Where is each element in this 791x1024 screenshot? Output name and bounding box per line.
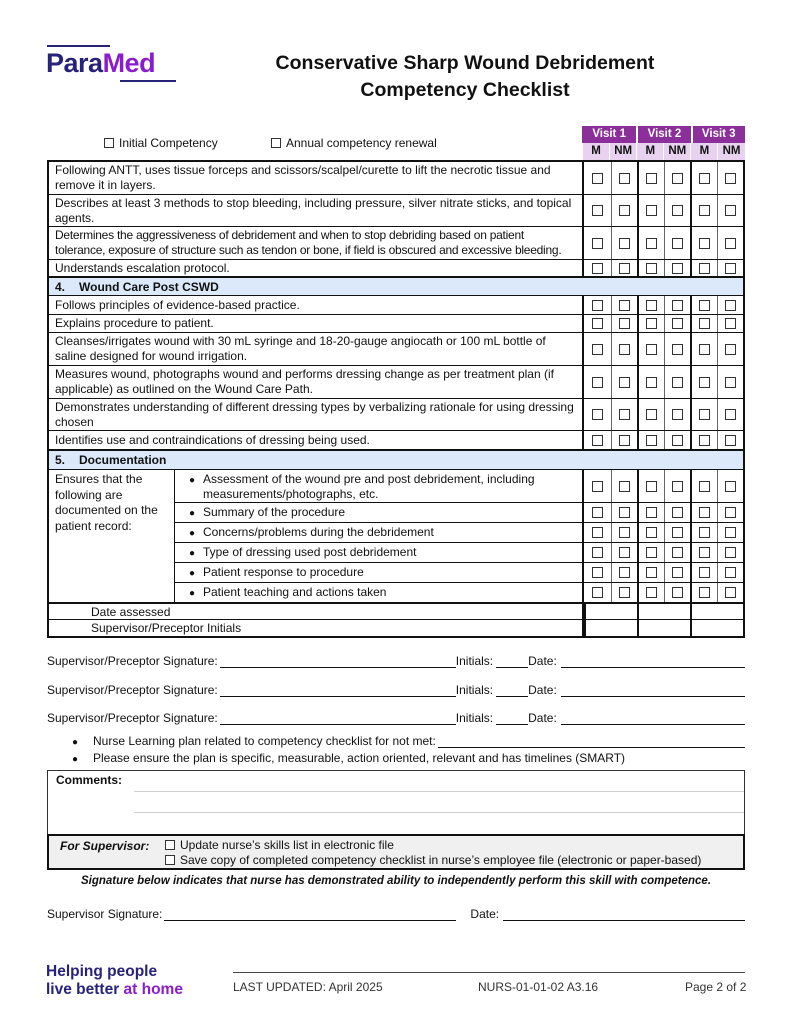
comments-box (47, 770, 745, 869)
checkbox-icon[interactable] (672, 547, 683, 558)
table-row (49, 332, 743, 365)
visit-1-initials-field[interactable] (584, 620, 637, 636)
checkbox-icon[interactable] (725, 547, 736, 558)
checkbox-icon[interactable] (646, 344, 657, 355)
checkbox-icon[interactable] (619, 173, 630, 184)
checkbox-icon[interactable] (619, 567, 630, 578)
checkbox-icon[interactable] (725, 300, 736, 311)
annual-renewal-label: Annual competency renewal (286, 136, 437, 150)
documentation-block (49, 470, 743, 602)
checkbox-icon[interactable] (725, 435, 736, 446)
checkbox-icon[interactable] (646, 507, 657, 518)
visit-3-header: Visit 3 (691, 126, 745, 143)
bullet-icon: ● (188, 548, 196, 559)
initials-field[interactable] (496, 655, 528, 668)
table-row (49, 226, 743, 259)
checkbox-icon[interactable] (592, 547, 603, 558)
attestation-text: Signature below indicates that nurse has demonstrated ability to independently perform this skill with competence. (80, 875, 712, 887)
title-line-1: Conservative Sharp Wound Debridement (275, 52, 655, 74)
table-row (175, 542, 743, 562)
section-number: 5. (55, 453, 66, 467)
initials-label: Initials: (455, 654, 494, 668)
checkbox-icon[interactable] (592, 300, 603, 311)
checkbox-icon[interactable] (672, 435, 683, 446)
checkbox-icon[interactable] (699, 507, 710, 518)
checkbox-icon[interactable] (699, 238, 710, 249)
table-row (175, 562, 743, 582)
checkbox-icon[interactable] (672, 318, 683, 329)
checkbox-icon[interactable] (699, 567, 710, 578)
checkbox-icon[interactable] (592, 527, 603, 538)
checkbox-icon[interactable] (592, 481, 603, 492)
initials-label: Supervisor/Preceptor Initials (49, 620, 584, 636)
table-row (49, 365, 743, 398)
page-number: Page 2 of 2 (685, 980, 747, 994)
checkbox-icon[interactable] (725, 567, 736, 578)
section-title: Wound Care Post CSWD (79, 280, 219, 294)
checkbox-icon[interactable] (592, 409, 603, 420)
preceptor-signature-line-1 (47, 652, 745, 668)
checkbox-icon[interactable] (672, 409, 683, 420)
checkbox-icon[interactable] (165, 855, 175, 865)
initial-competency-option[interactable] (104, 136, 218, 150)
checkbox-icon[interactable] (699, 263, 710, 274)
checkbox-icon[interactable] (646, 567, 657, 578)
checkbox-icon[interactable] (646, 173, 657, 184)
table-row (49, 296, 743, 314)
section-header-documentation (49, 449, 743, 470)
visit-2-met: M (636, 143, 663, 160)
visit-1-met: M (582, 143, 609, 160)
bullet-icon: ● (72, 737, 79, 748)
table-row (49, 259, 743, 276)
checkbox-icon[interactable] (725, 527, 736, 538)
checkbox-icon[interactable] (725, 238, 736, 249)
checkbox-icon[interactable] (646, 547, 657, 558)
smart-plan-text: Please ensure the plan is specific, measurable, action oriented, relevant and has timelines (SMART) (93, 751, 626, 765)
comments-label: Comments: (56, 773, 123, 787)
table-row (175, 502, 743, 522)
item-text: Understands escalation protocol. (49, 260, 584, 276)
checkbox-icon[interactable] (672, 377, 683, 388)
checkbox-icon[interactable] (725, 507, 736, 518)
checkbox-icon[interactable] (672, 205, 683, 216)
check-group (584, 162, 743, 194)
supervisor-signature-field[interactable] (164, 908, 456, 921)
table-row (49, 162, 743, 194)
logo-bar-top (47, 45, 110, 47)
section-number: 4. (55, 280, 66, 294)
checkbox-icon[interactable] (646, 587, 657, 598)
learning-plan-label: Nurse Learning plan related to competency checklist for not met: (93, 734, 436, 748)
checkbox-icon[interactable] (619, 263, 630, 274)
checkbox-icon[interactable] (646, 318, 657, 329)
tagline-highlight: at home (123, 981, 183, 998)
checkbox-icon[interactable] (646, 238, 657, 249)
bullet-icon: ● (188, 588, 196, 599)
checkbox-icon[interactable] (672, 587, 683, 598)
item-text: Summary of the procedure (203, 505, 346, 519)
date-field[interactable] (561, 712, 745, 725)
section-title: Documentation (79, 453, 167, 467)
comments-line-1[interactable] (134, 791, 744, 792)
checkbox-icon[interactable] (672, 527, 683, 538)
logo-med: Med (102, 48, 156, 78)
checkbox-icon[interactable] (699, 318, 710, 329)
checkbox-icon[interactable] (699, 344, 710, 355)
visit-3-initials-field[interactable] (690, 620, 743, 636)
item-text: Identifies use and contraindications of dressing being used. (49, 431, 584, 449)
save-copy-option[interactable] (165, 853, 701, 867)
learning-plan-item (72, 734, 745, 748)
date-assessed-label: Date assessed (49, 604, 584, 619)
table-row (49, 398, 743, 430)
item-text: Following ANTT, uses tissue forceps and scissors/scalpel/curette to lift the necrotic tissue and remove it in layers. (49, 162, 584, 194)
signature-field[interactable] (220, 684, 456, 697)
date-field[interactable] (561, 684, 745, 697)
checkbox-icon[interactable] (646, 435, 657, 446)
logo-para: Para (46, 48, 103, 78)
checkbox-icon[interactable] (672, 344, 683, 355)
item-text: Explains procedure to patient. (49, 315, 584, 332)
visit-2-initials-field[interactable] (637, 620, 690, 636)
checkbox-icon[interactable] (725, 587, 736, 598)
item-text: Concerns/problems during the debridement (203, 525, 434, 539)
signature-label: Supervisor/Preceptor Signature: (47, 711, 218, 725)
bullet-icon: ● (72, 754, 79, 765)
page-title (220, 50, 710, 104)
title-line-2: Competency Checklist (360, 79, 570, 101)
bullet-icon: ● (188, 568, 196, 579)
checkbox-icon[interactable] (592, 507, 603, 518)
bullet-icon: ● (188, 475, 196, 486)
checkbox-icon[interactable] (619, 481, 630, 492)
checkbox-icon[interactable] (619, 205, 630, 216)
for-supervisor-label: For Supervisor: (60, 839, 150, 853)
checkbox-icon[interactable] (725, 377, 736, 388)
checkbox-icon[interactable] (592, 205, 603, 216)
checkbox-icon[interactable] (725, 205, 736, 216)
checkbox-icon[interactable] (646, 481, 657, 492)
item-text: Patient teaching and actions taken (203, 585, 387, 599)
checkbox-icon[interactable] (646, 527, 657, 538)
checkbox-icon[interactable] (699, 205, 710, 216)
checkbox-icon[interactable] (619, 238, 630, 249)
for-supervisor-box (47, 834, 745, 870)
signature-field[interactable] (220, 655, 456, 668)
checkbox-icon[interactable] (646, 205, 657, 216)
checkbox-icon[interactable] (592, 567, 603, 578)
preceptor-signature-line-3 (47, 709, 745, 725)
initial-competency-label: Initial Competency (119, 136, 218, 150)
visit-3-not-met: NM (717, 143, 744, 160)
checkbox-icon[interactable] (592, 318, 603, 329)
visit-header (582, 126, 745, 160)
signature-field[interactable] (220, 712, 456, 725)
date-label: Date: (470, 907, 500, 921)
section-header-wound-care (49, 276, 743, 296)
visit-1-date-field[interactable] (584, 604, 637, 619)
checkbox-icon[interactable] (619, 527, 630, 538)
initials-row (49, 619, 743, 636)
table-row (175, 470, 743, 502)
item-text: Demonstrates understanding of different dressing types by verbalizing rationale for using dressing chosen (49, 399, 584, 430)
checkbox-icon[interactable] (672, 263, 683, 274)
table-row (49, 194, 743, 226)
signature-label: Supervisor/Preceptor Signature: (47, 683, 218, 697)
comments-line-2[interactable] (134, 812, 744, 813)
annual-renewal-option[interactable] (271, 136, 437, 150)
save-copy-label: Save copy of completed competency checklist in nurse’s employee file (electronic or paper-based) (180, 853, 702, 867)
date-assessed-row (49, 602, 743, 619)
checkbox-icon[interactable] (672, 567, 683, 578)
date-label: Date: (528, 711, 557, 725)
visit-2-header: Visit 2 (636, 126, 690, 143)
table-row (175, 522, 743, 542)
checkbox-icon[interactable] (725, 344, 736, 355)
checkbox-icon[interactable] (646, 377, 657, 388)
initials-label: Initials: (455, 711, 494, 725)
bullet-icon: ● (188, 528, 196, 539)
visit-1-header: Visit 1 (582, 126, 636, 143)
checkbox-icon[interactable] (672, 300, 683, 311)
checkbox-icon[interactable] (725, 409, 736, 420)
last-updated: LAST UPDATED: April 2025 (233, 980, 383, 994)
checkbox-icon[interactable] (165, 840, 175, 850)
checkbox-icon[interactable] (725, 263, 736, 274)
initials-field[interactable] (496, 712, 528, 725)
item-text: Patient response to procedure (203, 565, 364, 579)
date-field[interactable] (503, 908, 745, 921)
bullet-icon: ● (188, 508, 196, 519)
update-skills-option[interactable] (165, 838, 394, 852)
checkbox-icon[interactable] (725, 481, 736, 492)
visit-2-not-met: NM (663, 143, 690, 160)
visit-2-date-field[interactable] (637, 604, 690, 619)
checkbox-icon[interactable] (619, 587, 630, 598)
visit-3-met: M (690, 143, 717, 160)
checkbox-icon[interactable] (592, 435, 603, 446)
checkbox-icon[interactable] (699, 173, 710, 184)
item-text: Cleanses/irrigates wound with 30 mL syringe and 18-20-gauge angiocath or 100 mL bottle of saline designed for wound irrigation. (49, 333, 584, 365)
footer-divider (233, 972, 745, 973)
tagline-line-1: Helping people (46, 963, 158, 980)
item-text: Follows principles of evidence-based practice. (49, 296, 584, 314)
checkbox-icon[interactable] (271, 138, 281, 148)
checkbox-icon[interactable] (619, 507, 630, 518)
document-code: NURS-01-01-02 A3.16 (478, 980, 599, 994)
checkbox-icon[interactable] (619, 318, 630, 329)
checklist-table (47, 160, 745, 638)
learning-plan-field[interactable] (438, 735, 745, 748)
tagline (46, 963, 183, 999)
checkbox-icon[interactable] (592, 344, 603, 355)
logo-bar-bottom (120, 80, 176, 82)
item-text: Assessment of the wound pre and post debridement, including measurements/photographs, etc. (203, 472, 535, 501)
supervisor-signature-line (47, 905, 745, 921)
checkbox-icon[interactable] (725, 173, 736, 184)
checkbox-icon[interactable] (619, 547, 630, 558)
signature-label: Supervisor/Preceptor Signature: (47, 654, 218, 668)
checkbox-icon[interactable] (592, 587, 603, 598)
paramed-logo (46, 45, 174, 83)
checkbox-icon[interactable] (699, 547, 710, 558)
checkbox-icon[interactable] (672, 173, 683, 184)
table-row (49, 314, 743, 332)
checkbox-icon[interactable] (672, 238, 683, 249)
date-label: Date: (528, 654, 557, 668)
checkbox-icon[interactable] (619, 377, 630, 388)
checkbox-icon[interactable] (592, 238, 603, 249)
smart-plan-note (72, 751, 745, 765)
checkbox-icon[interactable] (699, 300, 710, 311)
table-row (175, 582, 743, 602)
checkbox-icon[interactable] (619, 300, 630, 311)
checkbox-icon[interactable] (699, 377, 710, 388)
visit-3-date-field[interactable] (690, 604, 743, 619)
checkbox-icon[interactable] (725, 318, 736, 329)
update-skills-label: Update nurse’s skills list in electronic file (180, 838, 394, 852)
item-text: Measures wound, photographs wound and performs dressing change as per treatment plan (if applicable) as outlined on the Wound Care Path. (49, 366, 584, 398)
checkbox-icon[interactable] (672, 481, 683, 492)
tagline-line-2: live better (46, 981, 124, 998)
checkbox-icon[interactable] (619, 435, 630, 446)
date-label: Date: (528, 683, 557, 697)
date-field[interactable] (561, 655, 745, 668)
item-text: Describes at least 3 methods to stop bleeding, including pressure, silver nitrate sticks, and topical agents. (49, 195, 584, 226)
item-text: Type of dressing used post debridement (203, 545, 417, 559)
checkbox-icon[interactable] (699, 409, 710, 420)
checkbox-icon[interactable] (699, 587, 710, 598)
checkbox-icon[interactable] (619, 344, 630, 355)
checkbox-icon[interactable] (592, 377, 603, 388)
checkbox-icon[interactable] (619, 409, 630, 420)
checkbox-icon[interactable] (699, 435, 710, 446)
checkbox-icon[interactable] (646, 263, 657, 274)
checkbox-icon[interactable] (646, 409, 657, 420)
initials-field[interactable] (496, 684, 528, 697)
visit-1-not-met: NM (609, 143, 636, 160)
checkbox-icon[interactable] (699, 527, 710, 538)
preceptor-signature-line-2 (47, 681, 745, 697)
initials-label: Initials: (455, 683, 494, 697)
documentation-lead: Ensures that the following are documented on the patient record: (49, 470, 175, 602)
checkbox-icon[interactable] (104, 138, 114, 148)
checkbox-icon[interactable] (699, 481, 710, 492)
table-row (49, 430, 743, 449)
checkbox-icon[interactable] (646, 300, 657, 311)
checkbox-icon[interactable] (592, 173, 603, 184)
item-text: Determines the aggressiveness of debridement and when to stop debriding based on patient tolerance, exposure of structure such as tendon or bone, if field is obscured and excessive bleeding. (49, 227, 584, 259)
supervisor-signature-label: Supervisor Signature: (47, 907, 163, 921)
checkbox-icon[interactable] (672, 507, 683, 518)
checkbox-icon[interactable] (592, 263, 603, 274)
